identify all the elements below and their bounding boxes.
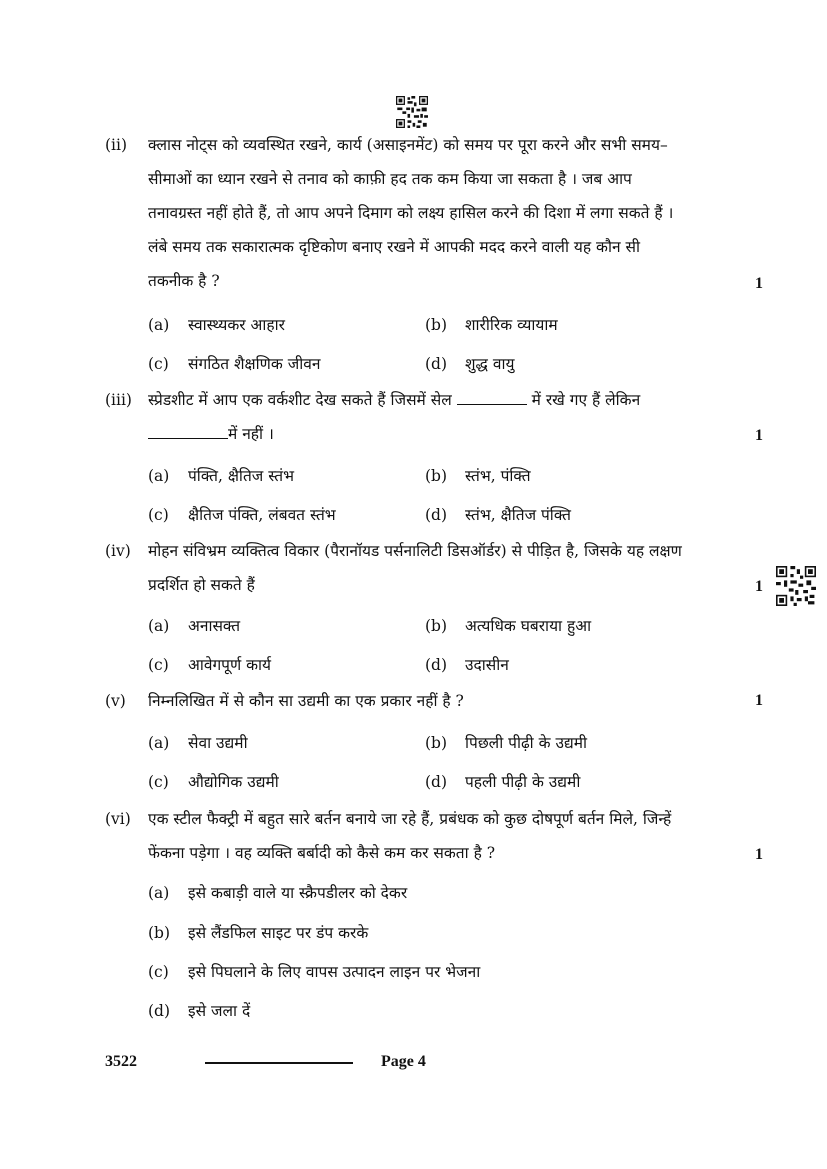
qr-code-side-icon: [776, 566, 816, 606]
option-d: (d) इसे जला दें: [148, 1002, 251, 1020]
option-b: (b) इसे लैंडफिल साइट पर डंप करके: [148, 924, 369, 942]
option-d: (d) स्तंभ, क्षैतिज पंक्ति: [425, 506, 571, 524]
question-text: [148, 684, 728, 718]
option-b: (b) अत्यधिक घबराया हुआ: [425, 617, 592, 635]
page-number: Page 4: [381, 1053, 426, 1070]
question-line: प्रदर्शित हो सकते हैं: [148, 576, 255, 594]
question-line: लंबे समय तक सकारात्मक दृष्टिकोण बनाए रखने में आपकी मदद करने वाली यह कौन सी: [148, 238, 640, 256]
question-marks: 1: [755, 275, 763, 292]
option-c: (c) इसे पिघलाने के लिए वापस उत्पादन लाइन पर भेजना: [148, 963, 481, 981]
option-a: (a) पंक्ति, क्षैतिज स्तंभ: [148, 467, 294, 485]
question-marks: 1: [755, 846, 763, 863]
paper-code: 3522: [105, 1053, 137, 1070]
question-line: मोहन संविभ्रम व्यक्तित्व विकार (पैरानॉयड पर्सनालिटी डिसऑर्डर) से पीड़ित है, जिसके यह लक्षण: [148, 542, 682, 560]
question-text: [148, 383, 728, 451]
option-b: (b) स्तंभ, पंक्ति: [425, 467, 531, 485]
question-line: सीमाओं का ध्यान रखने से तनाव को काफ़ी हद तक कम किया जा सकता है । जब आप: [148, 170, 632, 188]
question-number: (vi): [105, 810, 131, 828]
option-b: (b) पिछली पीढ़ी के उद्यमी: [425, 734, 587, 752]
question-text: [148, 128, 728, 298]
question-text: [148, 802, 728, 870]
option-c: (c) औद्योगिक उद्यमी: [148, 773, 279, 791]
question-marks: 1: [755, 578, 763, 595]
question-marks: 1: [755, 427, 763, 444]
question-number: (ii): [105, 136, 128, 154]
question-line: क्लास नोट्स को व्यवस्थित रखने, कार्य (असाइनमेंट) को समय पर पूरा करने और सभी समय–: [148, 136, 668, 154]
question-line: स्प्रेडशीट में आप एक वर्कशीट देख सकते हैं जिसमें सेल में रखे गए हैं लेकिन: [148, 391, 641, 409]
question-number: (iv): [105, 542, 131, 560]
option-a: (a) इसे कबाड़ी वाले या स्क्रैपडीलर को देकर: [148, 884, 408, 902]
question-line: तकनीक है ?: [148, 272, 220, 290]
question-number: (iii): [105, 391, 132, 409]
fill-blank: [148, 424, 228, 439]
option-d: (d) शुद्ध वायु: [425, 355, 515, 373]
question-line: एक स्टील फैक्ट्री में बहुत सारे बर्तन बनाये जा रहे हैं, प्रबंधक को कुछ दोषपूर्ण बर्तन मिले, जिन्हें: [148, 810, 672, 828]
option-d: (d) पहली पीढ़ी के उद्यमी: [425, 773, 581, 791]
option-c: (c) आवेगपूर्ण कार्य: [148, 656, 272, 674]
option-a: (a) अनासक्त: [148, 617, 241, 635]
footer-divider: [205, 1062, 353, 1064]
option-c: (c) संगठित शैक्षणिक जीवन: [148, 355, 321, 373]
question-line: तनावग्रस्त नहीं होते हैं, तो आप अपने दिमाग को लक्ष्य हासिल करने की दिशा में लगा सकते हैं ।: [148, 204, 674, 222]
qr-code-icon: [396, 96, 428, 128]
question-marks: 1: [755, 692, 763, 709]
option-b: (b) शारीरिक व्यायाम: [425, 316, 558, 334]
question-text: [148, 534, 728, 602]
option-a: (a) सेवा उद्यमी: [148, 734, 248, 752]
question-line: फेंकना पड़ेगा । वह व्यक्ति बर्बादी को कैसे कम कर सकता है ?: [148, 844, 496, 862]
option-d: (d) उदासीन: [425, 656, 509, 674]
option-c: (c) क्षैतिज पंक्ति, लंबवत स्तंभ: [148, 506, 336, 524]
question-number: (v): [105, 692, 126, 710]
option-a: (a) स्वास्थ्यकर आहार: [148, 316, 285, 334]
question-line: निम्नलिखित में से कौन सा उद्यमी का एक प्रकार नहीं है ?: [148, 692, 464, 710]
fill-blank: [457, 390, 527, 405]
question-line: में नहीं ।: [148, 417, 728, 451]
